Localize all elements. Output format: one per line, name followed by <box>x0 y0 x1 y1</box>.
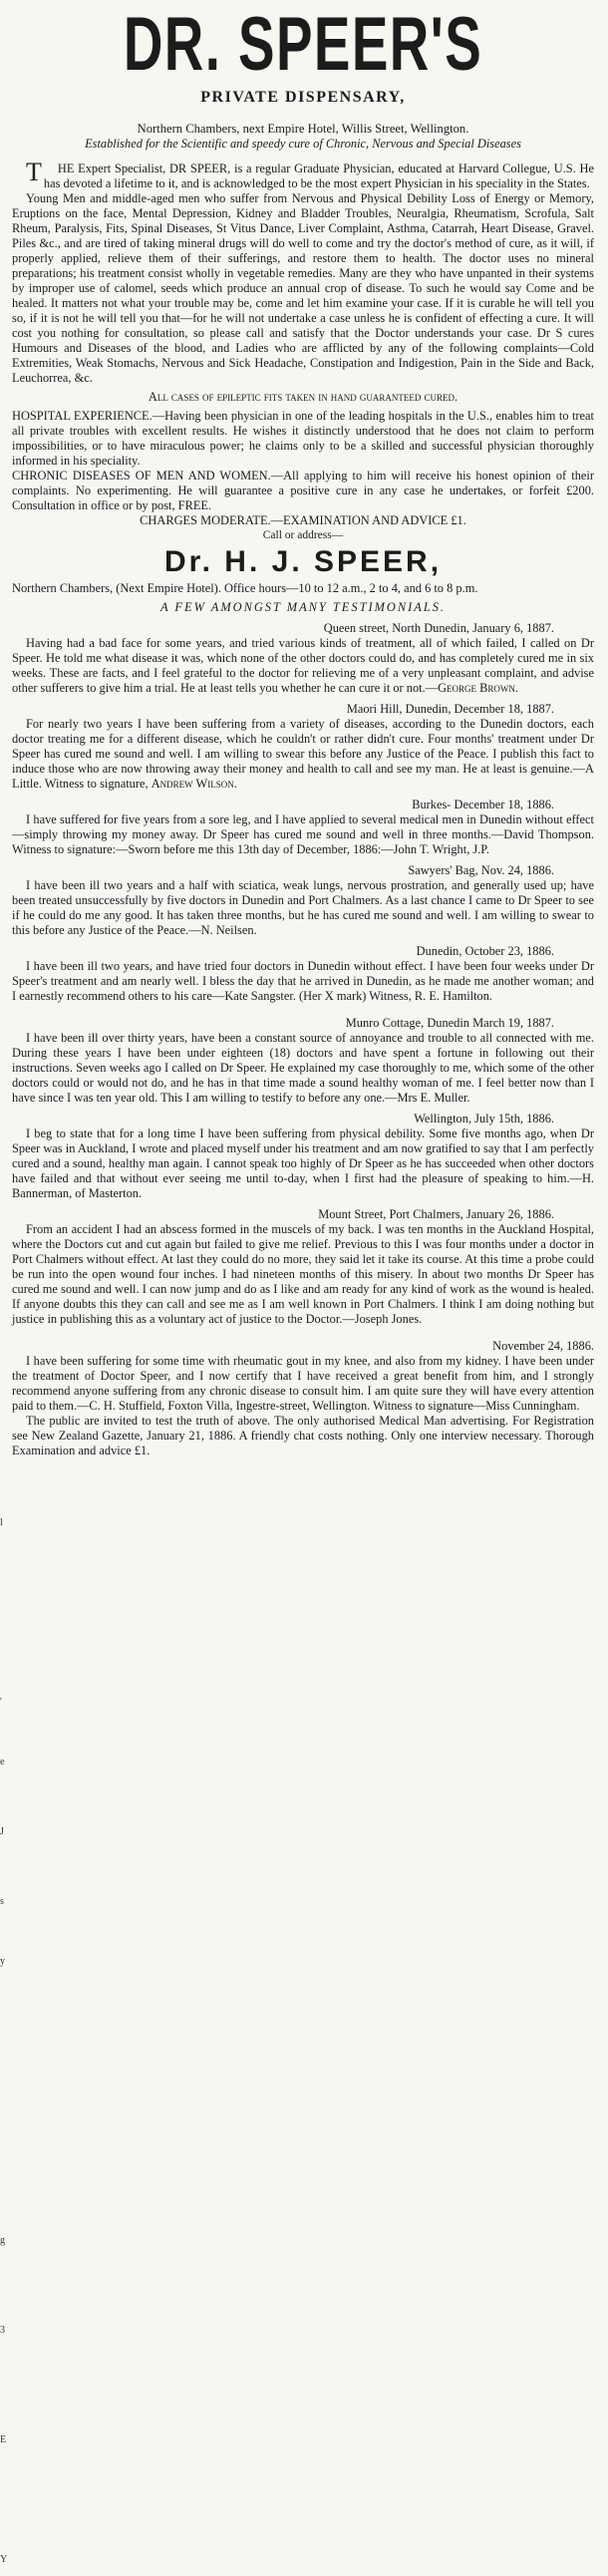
margin-fragment: E <box>0 2434 7 2445</box>
chronic-diseases: CHRONIC DISEASES OF MEN AND WOMEN.—All applying to him will receive his honest opinion of their complaints. No experimenting. He will guarantee a positive cure in any case he undertakes, or forfeit £200. Consultation in office or by post, FREE. <box>12 469 594 512</box>
ad-subtitle: PRIVATE DISPENSARY, <box>200 89 406 106</box>
margin-fragment: s <box>0 1896 4 1907</box>
closing-paragraph: The public are invited to test the truth of above. The only authorised Medical Man advertising. For Registration see New Zealand Gazette, January 21, 1886. A friendly chat costs nothing. Only one interview necessary. Thorough Examination and advice £1. <box>12 1414 594 1457</box>
testimonial-text: Having had a bad face for some years, and tried various kinds of treatment, all of which failed, I called on Dr Speer. He told me what disease it was, which none of the other doctors could do, and has completely cured me in six weeks. These are facts, and I feel grateful to the doctor for relieving me of a very unpleasant complaint, and advise other sufferers to give him a trial. He at least tells you whether he can cure it or not.—George Brown. <box>12 636 594 695</box>
testimonial-text: I have been suffering for some time with rheumatic gout in my knee, and also from my kidney. I have been under the treatment of Doctor Speer, and I now certify that I have received a great benefit from him, and I strongly recommend anyone suffering from any chronic disease to consult him. I am quite sure they will have every attention paid to them.—C. H. Stuffield, Foxton Villa, Ingestre-street, Wellington. Witness to signature—Miss Cunningham. <box>12 1354 594 1413</box>
testimonial-text: I have been ill over thirty years, have been a constant source of annoyance and trouble to all connected with me. During these years I have been under eighteen (18) doctors and have spent a fortune in following out their instructions. Seven weeks ago I called on Dr Speer. He explained my case thoroughly to me, which some of the other doctors could or would not do, and he has in that time made a sound healthy woman of me. I feel better now than I have since I was ten year old. This I am willing to testify to before any one.—Mrs E. Muller. <box>12 1031 594 1105</box>
testimonial <box>12 702 594 792</box>
testimonial-text: From an accident I had an abscess formed in the muscels of my back. I was ten months in the Auckland Hospital, where the Doctors cut and cut again but failed to give me relief. Previous to this I was four months under a doctor in Port Chalmers without effect. At last they could do no more, they said let it take its course. At this time a probe could be run into the open wound four inches. I had nineteen months of this misery. In about two months Dr Speer has cured me sound and well. I can now jump and do as I like and am ready for any kind of work as the wound is healed. If anyone doubts this they can call and see me as I am well known in Port Chalmers. I think I am doing nothing but justice in publishing this as a voluntary act of justice to the Doctor.—Joseph Jones. <box>12 1222 594 1326</box>
margin-fragment: g <box>0 2235 5 2246</box>
margin-fragment: e <box>0 1757 5 1768</box>
intro-paragraph: Young Men and middle-aged men who suffer from Nervous and Physical Debility Loss of Energy or Memory, Eruptions on the face, Mental Depression, Kidney and Bladder Troubles, Neuralgia, Rheumatism, Scrofula, Salt Rheum, Paralysis, Fits, Spinal Diseases, St Vitus Dance, Liver Complaint, Asthma, Catarrah, Heart Disease, Gravel. Piles &c., and are tired of taking mineral drugs will do well to come and try the doctor's method of cure, as it will, if properly applied, relieve them of their sufferings, and restore them to health. The doctor uses no mineral preparations; his treatment consist wholly in vegetable remedies. Many are they who have unpanted in their systems by improper use of calomel, seeds which produce an annual crop of disease. To such he would say Come and be healed. It matters not what your trouble may be, come and let him examine your case. If it is curable he will tell you so, if it is not he will tell you that—for he will not undertake a case unless he is confident of effecting a cure. It will cost you nothing for consultation, so please call and satisfy that the Doctor understands your case. Dr S cures Humours and Diseases of the blood, and Ladies who are afflicted by any of the following complaints—Cold Extremities, Weak Stomachs, Nervous and Sick Headache, Constipation and Indigestion, Pain in the Side and Back, Leuchorrea, &c. <box>12 191 594 385</box>
margin-fragment: y <box>0 1956 5 1967</box>
testimonial-text: I have suffered for five years from a sore leg, and I have applied to several medical men in Dunedin without effect—simply throwing my money away. Dr Speer has cured me sound and well in three months.—David Thompson. Witness to signature:—Sworn before me this 13th day of December, 1886:—John T. Wright, J.P. <box>12 812 594 856</box>
established-line: Established for the Scientific and speedy cure of Chronic, Nervous and Special Diseases <box>85 137 521 151</box>
testimonial-location: Wellington, July 15th, 1886. <box>414 1112 554 1126</box>
office-hours: Northern Chambers, (Next Empire Hotel). Office hours—10 to 12 a.m., 2 to 4, and 6 to 8 p.m. <box>12 581 478 595</box>
epileptic-guarantee: All cases of epileptic fits taken in hand guaranteed cured. <box>148 390 458 404</box>
margin-fragment: J <box>0 1826 4 1837</box>
margin-fragment: Y <box>0 2554 8 2565</box>
testimonial-location: Maori Hill, Dunedin, December 18, 1887. <box>346 702 554 716</box>
charges-line: CHARGES MODERATE.—EXAMINATION AND ADVICE £1. <box>140 513 466 527</box>
hospital-experience: HOSPITAL EXPERIENCE.—Having been physician in one of the leading hospitals in the U.S., enables him to treat all private troubles with excellent results. He wishes it distinctly understood that he does not claim to perform impossibilities, or to have miraculous power; he claims only to be a skilled and successful physician thoroughly informed in his speciality. <box>12 409 594 468</box>
doctor-name: Dr. H. J. SPEER, <box>163 545 443 578</box>
testimonials-heading: A FEW AMONGST MANY TESTIMONIALS. <box>159 600 446 614</box>
testimonial-text: I have been ill two years, and have tried four doctors in Dunedin without effect. I have been four weeks under Dr Speer's treatment and am nearly well. I bless the day that he arrived in Dunedin, as he made me another woman; and I earnestly recommend others to his care—Kate Sangster. (Her X mark) Witness, R. E. Hamilton. <box>12 959 594 1003</box>
testimonial-location: Munro Cottage, Dunedin March 19, 1887. <box>345 1016 554 1030</box>
margin-fragment: ' <box>0 1697 2 1708</box>
ad-title: DR. SPEER'S <box>123 2 483 87</box>
testimonial <box>12 798 594 857</box>
testimonial <box>12 1016 594 1106</box>
testimonial-location: Dunedin, October 23, 1886. <box>416 944 554 958</box>
testimonial-location: November 24, 1886. <box>492 1339 594 1353</box>
margin-fragment: 3 <box>0 2325 5 2336</box>
dispensary-address: Northern Chambers, next Empire Hotel, Willis Street, Wellington. <box>137 122 469 136</box>
testimonial-text: For nearly two years I have been suffering from a variety of diseases, according to the Dunedin doctors, each doctor treating me for a different disease, which he couldn't or rather didn't cure. Four months' treatment under Dr Speer has cured me sound and well. I am willing to swear this before any Justice of the Peace. I publish this fact to induce those who are now throwing away their money and health to call and see my man. He at least is genuine.—A Little. Witness to signature, Andrew Wilson. <box>12 717 594 791</box>
testimonial-text: I have been ill two years and a half with sciatica, weak lungs, nervous prostration, and generally used up; have been treated unsuccessfully by five doctors in Dunedin and Port Chalmers. As a last chance I came to Dr Speer to see if he could do me any good. It has taken three months, but he has cured me sound and well. I am willing to swear to this before any Justice of the Peace.—N. Neilsen. <box>12 878 594 937</box>
intro-paragraph: THE Expert Specialist, DR SPEER, is a regular Graduate Physician, educated at Harvard Collegue, U.S. He has devoted a lifetime to it, and is acknowledged to be the most expert Physician in his speciality in the States. <box>26 158 594 190</box>
testimonial <box>12 863 594 938</box>
testimonial-location: Queen street, North Dunedin, January 6, 1887. <box>323 621 554 635</box>
testimonial-location: Sawyers' Bag, Nov. 24, 1886. <box>408 863 554 877</box>
testimonial-location: Burkes- December 18, 1886. <box>412 798 554 811</box>
testimonial <box>12 944 594 1004</box>
testimonial-location: Mount Street, Port Chalmers, January 26, 1886. <box>318 1207 554 1221</box>
testimonial-signature: Andrew Wilson. <box>151 777 237 791</box>
testimonial <box>12 1207 594 1327</box>
testimonial <box>12 1339 594 1414</box>
testimonial-text: I beg to state that for a long time I have been suffering from physical debility. Some five months ago, when Dr Speer was in Auckland, I wrote and placed myself under his treatment and am now gratified to say that I am perfectly cured and a sound, healthy man again. I cannot speak too highly of Dr Speer as he has succeeded when other doctors have failed and that without ever seeing me until to-day, when I first had the pleasure of speaking to him.—H. Bannerman, of Masterton. <box>12 1127 594 1200</box>
testimonial <box>12 1112 594 1201</box>
testimonial-signature: George Brown. <box>438 681 519 695</box>
testimonial <box>12 621 594 696</box>
margin-fragment: l <box>0 1517 3 1528</box>
call-line: Call or address— <box>262 529 344 541</box>
